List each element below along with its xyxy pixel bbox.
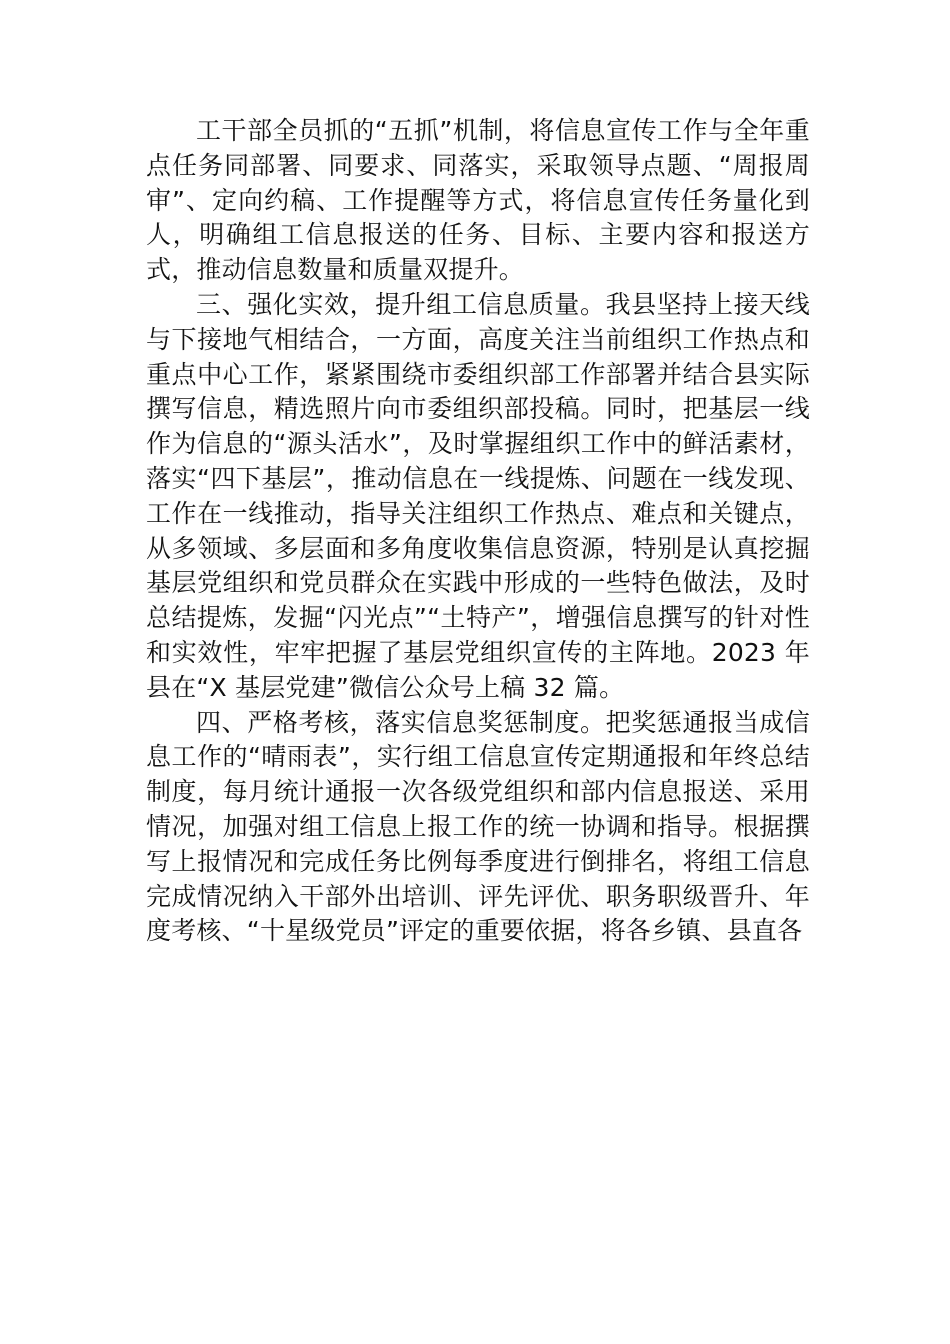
paragraph-five-grasps-mechanism: 工干部全员抓的“五抓”机制，将信息宣传工作与全年重点任务同部署、同要求、同落实，采取领导点题、“周报周审”、定向约稿、工作提醒等方式，将信息宣传任务量化到人，明确组工信息报送的任务、目标、主要内容和报送方式，推动信息数量和质量双提升。 xyxy=(146,116,810,285)
paragraph-section-three-quality: 三、强化实效，提升组工信息质量。我县坚持上接天线与下接地气相结合，一方面，高度关注当前组织工作热点和重点中心工作，紧紧围绕市委组织部工作部署并结合县实际撰写信息，精选照片向市委组织部投稿。同时，把基层一线作为信息的“源头活水”，及时掌握组织工作中的鲜活素材，落实“四下基层”，推动信息在一线提炼、问题在一线发现、工作在一线推动，指导关注组织工作热点、难点和关键点，从多领域、多层面和多角度收集信息资源，特别是认真挖掘基层党组织和党员群众在实践中形成的一些特色做法，及时总结提炼，发掘“闪光点”“土特产”，增强信息撰写的针对性和实效性，牢牢把握了基层党组织宣传的主阵地。2023 年县在“X 基层党建”微信公众号上稿 32 篇。 xyxy=(146,289,810,702)
paragraph-section-four-assessment: 四、严格考核，落实信息奖惩制度。把奖惩通报当成信息工作的“晴雨表”，实行组工信息宣传定期通报和年终总结制度，每月统计通报一次各级党组织和部内信息报送、采用情况，加强对组工信息上报工作的统一协调和指导。根据撰写上报情况和完成任务比例每季度进行倒排名，将组工信息完成情况纳入干部外出培训、评先评优、职务职级晋升、年度考核、“十星级党员”评定的重要依据，将各乡镇、县直各 xyxy=(146,707,810,946)
document-body xyxy=(146,114,810,949)
